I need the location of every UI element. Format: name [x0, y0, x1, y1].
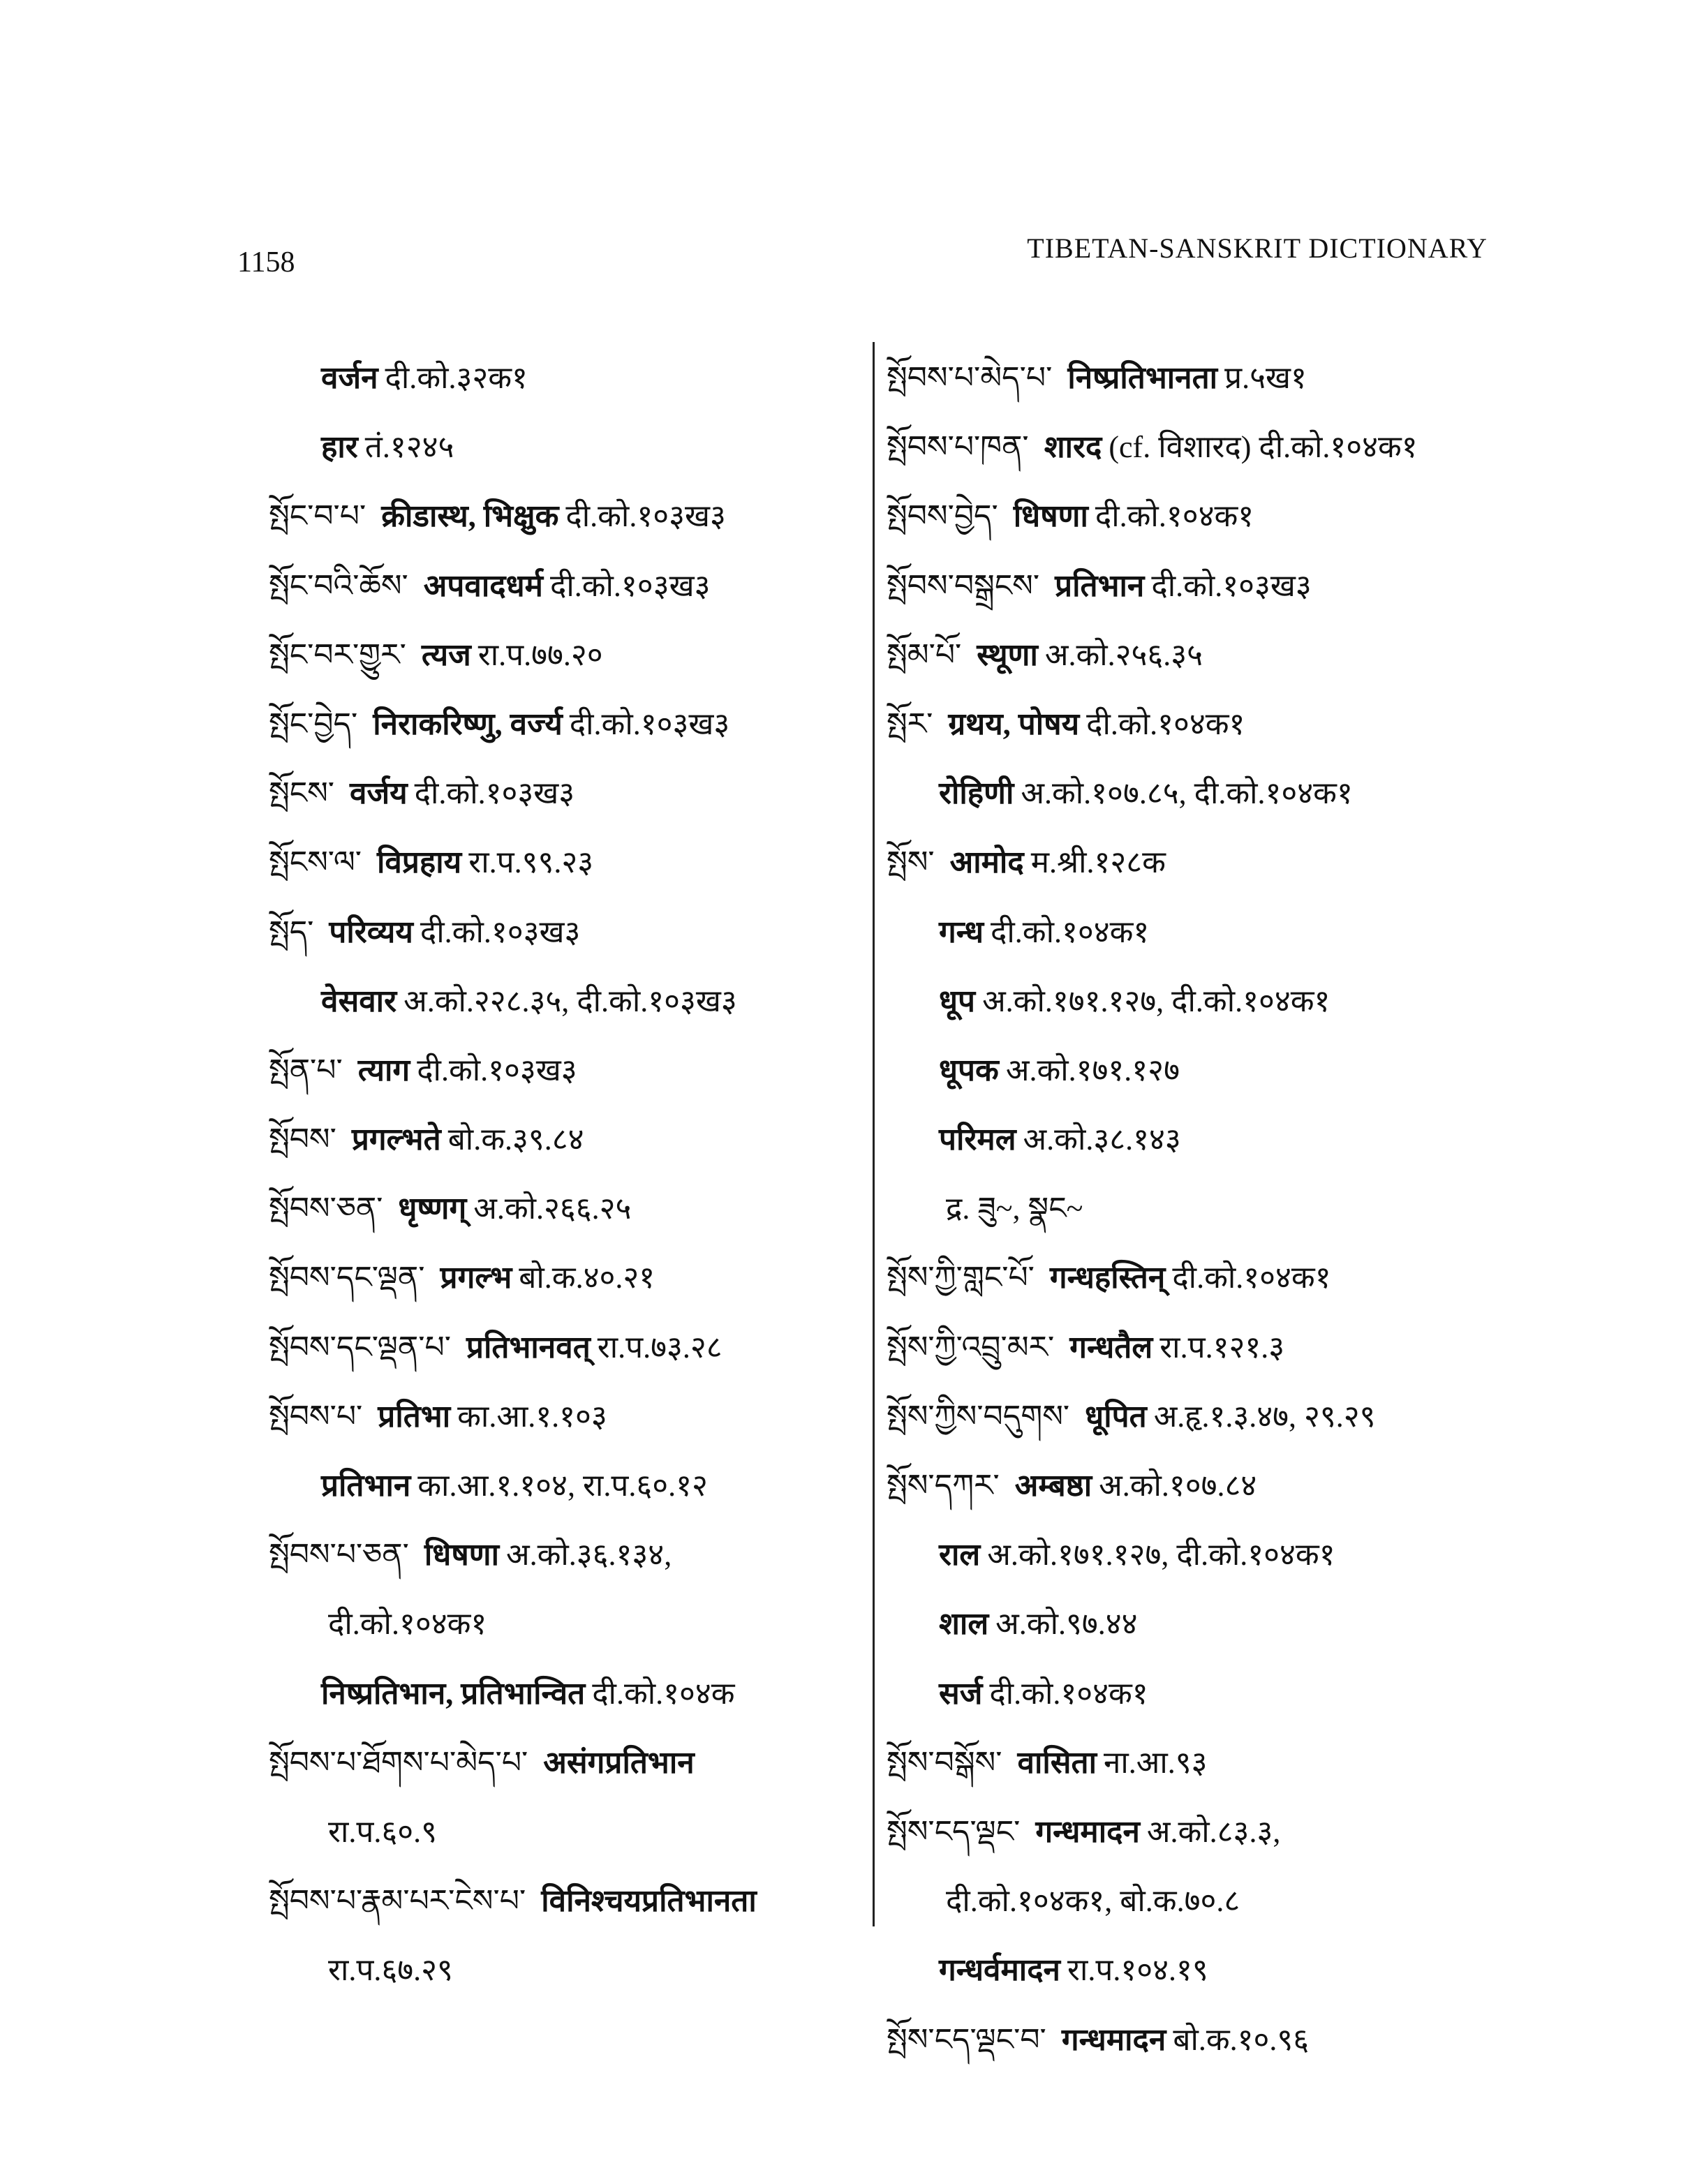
- source-reference: बो.क.३९.८४: [447, 1122, 584, 1157]
- source-reference: द्र. ཟུ~, སྣང~: [946, 1191, 1083, 1226]
- dictionary-entry: [887, 1866, 1515, 1936]
- source-reference: अ.को.२२८.३५, दी.को.१०३ख३: [403, 983, 737, 1018]
- source-reference: दी.को.१०४क१: [1086, 706, 1245, 741]
- sanskrit-equivalent: गन्धतैल: [1069, 1330, 1153, 1365]
- source-reference: अ.को.१७१.१२७: [1005, 1053, 1180, 1087]
- tibetan-headword: སྤོས་ཀྱི་འབྲུ་མར་: [887, 1329, 1055, 1365]
- source-reference: दी.को.१०४क१: [328, 1607, 487, 1642]
- source-reference: अ.को.९७.४४: [995, 1607, 1138, 1642]
- tibetan-headword: སྤོམ་པོ་: [887, 637, 962, 673]
- source-reference: तं.१२४५: [364, 430, 454, 465]
- sanskrit-equivalent: स्थूणा: [977, 637, 1038, 672]
- dictionary-entry: [269, 1589, 876, 1658]
- tibetan-headword: སྤོས་ཀྱི་གླང་པོ་: [887, 1260, 1035, 1296]
- tibetan-headword: སྤོབས་པ་རྣམ་པར་ངེས་པ་: [269, 1883, 526, 1919]
- dictionary-entry: [887, 1659, 1515, 1728]
- dictionary-entry: [887, 1105, 1515, 1174]
- dictionary-entry: [887, 690, 1515, 759]
- dictionary-entry: [887, 1728, 1515, 1797]
- dictionary-entry: [269, 1520, 876, 1589]
- source-reference: का.आ.१.१०३: [457, 1399, 607, 1434]
- source-reference: अ.को.२६६.२५: [473, 1191, 632, 1226]
- tibetan-headword: སྤོབས་པ་ཐོགས་པ་མེད་པ་: [269, 1744, 528, 1781]
- dictionary-entry: [887, 482, 1515, 551]
- dictionary-entry: [887, 1797, 1515, 1866]
- sanskrit-equivalent: धूपित: [1085, 1399, 1147, 1434]
- source-reference: दी.को.१०४क१: [989, 1676, 1148, 1711]
- source-reference: दी.को.१०४क: [592, 1676, 735, 1711]
- sanskrit-equivalent: प्रतिभानवत्: [466, 1330, 591, 1365]
- sanskrit-equivalent: धृष्णग्: [398, 1191, 467, 1226]
- tibetan-headword: སྤོང་བའི་ཆོས་: [269, 567, 408, 604]
- dictionary-entry: [887, 1589, 1515, 1658]
- tibetan-headword: སྤོང་བྱེད་: [269, 706, 358, 742]
- dictionary-entry: [887, 1036, 1515, 1105]
- sanskrit-equivalent: त्यज: [421, 637, 471, 672]
- sanskrit-equivalent: निष्प्रतिभान, प्रतिभान्वित: [321, 1676, 586, 1711]
- tibetan-headword: སྤོབས་བསྒྲངས་: [887, 567, 1040, 604]
- sanskrit-equivalent: राल: [939, 1538, 981, 1573]
- tibetan-headword: སྤོངས་ལ་: [269, 845, 362, 881]
- sanskrit-equivalent: प्रतिभा: [378, 1399, 451, 1434]
- tibetan-headword: སྤོས་ཀྱིས་བདུགས་: [887, 1398, 1070, 1434]
- tibetan-headword: སྤོན་པ་: [269, 1052, 343, 1088]
- dictionary-entry: [269, 482, 876, 551]
- source-reference: रा.प.७७.२०: [477, 637, 603, 672]
- dictionary-entry: [269, 898, 876, 967]
- sanskrit-equivalent: धिषणा: [424, 1538, 499, 1573]
- source-reference: बो.क.१०.९६: [1173, 2022, 1310, 2057]
- source-reference: दी.को.१०३ख३: [569, 706, 730, 741]
- dictionary-entry: [887, 1520, 1515, 1589]
- sanskrit-equivalent: निष्प्रतिभानता: [1067, 361, 1218, 395]
- source-reference: अ.को.१७१.१२७, दी.को.१०४क१: [987, 1538, 1335, 1573]
- source-reference: दी.को.१०३ख३: [549, 568, 711, 603]
- tibetan-headword: སྤོར་: [887, 706, 933, 742]
- dictionary-entry: [269, 1728, 876, 1797]
- source-reference: दी.को.३२क१: [385, 361, 528, 395]
- tibetan-headword: སྤོབས་པ་: [269, 1398, 363, 1434]
- running-title: TIBETAN-SANSKRIT DICTIONARY: [1027, 232, 1488, 264]
- source-reference: दी.को.१०४क१: [1172, 1261, 1331, 1295]
- dictionary-entry: [887, 1243, 1515, 1312]
- source-reference: दी.को.१०३ख३: [565, 499, 726, 534]
- source-reference: ना.आ.९३: [1103, 1745, 1208, 1780]
- dictionary-entry: [269, 1451, 876, 1520]
- dictionary-entry: [269, 1174, 876, 1243]
- dictionary-entry: [269, 343, 876, 413]
- source-reference: अ.को.८३.३,: [1146, 1814, 1281, 1849]
- sanskrit-equivalent: रोहिणी: [939, 776, 1014, 811]
- source-reference: अ.को.३६.१३४,: [505, 1538, 672, 1573]
- dictionary-entry: [887, 1451, 1515, 1520]
- dictionary-entry: [887, 1313, 1515, 1382]
- dictionary-entry: [269, 551, 876, 621]
- source-reference: अ.को.३८.१४३: [1023, 1122, 1181, 1157]
- dictionary-entry: [887, 828, 1515, 897]
- tibetan-headword: སྤོབས་པ་མེད་པ་: [887, 360, 1053, 396]
- source-reference: दी.को.१०३ख३: [417, 1053, 577, 1087]
- sanskrit-equivalent: परिमल: [939, 1122, 1016, 1157]
- dictionary-entry: [887, 1382, 1515, 1451]
- tibetan-headword: སྤོབས་དང་ལྡན་པ་: [269, 1329, 451, 1365]
- sanskrit-equivalent: क्रीडास्थ, भिक्षुक: [381, 499, 559, 534]
- dictionary-entry: [269, 759, 876, 828]
- tibetan-headword: སྤོབས་ཅན་: [269, 1191, 383, 1227]
- source-reference: दी.को.१०३ख३: [414, 776, 575, 811]
- source-reference: रा.प.१२१.३: [1159, 1330, 1285, 1365]
- sanskrit-equivalent: गन्धर्वमादन: [939, 1953, 1060, 1988]
- sanskrit-equivalent: गन्धमादन: [1061, 2022, 1166, 2057]
- source-reference: दी.को.१०४क१: [991, 914, 1150, 949]
- tibetan-headword: སྤོབས་དང་ལྡན་: [269, 1260, 425, 1296]
- source-reference: दी.को.१०४क१: [1095, 499, 1254, 534]
- sanskrit-equivalent: शाल: [939, 1607, 989, 1642]
- sanskrit-equivalent: गन्ध: [939, 914, 984, 949]
- dictionary-entry: [887, 343, 1515, 413]
- sanskrit-equivalent: शारद: [1044, 430, 1102, 465]
- source-reference: रा.प.६७.२९: [328, 1953, 453, 1988]
- sanskrit-equivalent: वर्जय: [350, 776, 408, 811]
- dictionary-entry: [269, 1036, 876, 1105]
- source-reference: बो.क.४०.२१: [519, 1261, 655, 1295]
- tibetan-headword: སྤོབས་: [269, 1122, 336, 1158]
- sanskrit-equivalent: आमोद: [949, 845, 1024, 880]
- source-reference: (cf. विशारद) दी.को.१०४क१: [1109, 430, 1418, 465]
- source-reference: अ.को.१०७.८४: [1099, 1469, 1257, 1503]
- sanskrit-equivalent: अम्बष्ठा: [1014, 1469, 1092, 1503]
- tibetan-headword: སྤོད་: [269, 914, 314, 950]
- source-reference: रा.प.६०.९: [328, 1814, 438, 1849]
- tibetan-headword: སྤོས་: [887, 845, 935, 881]
- tibetan-headword: སྤོང་བ་པ་: [269, 498, 366, 535]
- dictionary-entry: [269, 1659, 876, 1728]
- tibetan-headword: སྤོས་དཀར་: [887, 1468, 1000, 1503]
- sanskrit-equivalent: धूपक: [939, 1053, 999, 1087]
- dictionary-entry: [887, 413, 1515, 482]
- dictionary-entry: [269, 1243, 876, 1312]
- column-divider: [873, 342, 875, 1926]
- dictionary-entry: [887, 898, 1515, 967]
- source-reference: दी.को.१०३ख३: [420, 914, 581, 949]
- tibetan-headword: སྤོས་ངད་ལྡང་བ་: [887, 2021, 1046, 2058]
- dictionary-entry: [269, 1797, 876, 1866]
- sanskrit-equivalent: त्याग: [357, 1053, 410, 1087]
- tibetan-headword: སྤོབས་པ་ཁན་: [887, 429, 1029, 466]
- tibetan-headword: སྤོས་བསྒོས་: [887, 1744, 1002, 1781]
- sanskrit-equivalent: वेसवार: [321, 983, 397, 1018]
- dictionary-entry: [269, 967, 876, 1036]
- source-reference: का.आ.१.१०४, रा.प.६०.१२: [417, 1469, 708, 1503]
- sanskrit-equivalent: गन्धहस्तिन्: [1049, 1261, 1166, 1295]
- sanskrit-equivalent: वर्जन: [321, 361, 378, 395]
- sanskrit-equivalent: प्रगल्भ: [440, 1261, 512, 1295]
- sanskrit-equivalent: विप्रहाय: [377, 845, 462, 880]
- dictionary-entry: [887, 967, 1515, 1036]
- dictionary-entry: [269, 621, 876, 690]
- source-reference: दी.को.१०३ख३: [1151, 568, 1312, 603]
- source-reference: म.श्री.१२८क: [1030, 845, 1166, 880]
- dictionary-entry: [887, 1936, 1515, 2005]
- dictionary-entry: [887, 551, 1515, 621]
- dictionary-entry: [887, 759, 1515, 828]
- sanskrit-equivalent: प्रगल्भते: [351, 1122, 441, 1157]
- tibetan-headword: སྤོངས་: [269, 775, 335, 812]
- source-reference: रा.प.९९.२३: [468, 845, 594, 880]
- source-reference: अ.को.२५६.३५: [1044, 637, 1203, 672]
- dictionary-entry: [269, 1105, 876, 1174]
- source-reference: दी.को.१०४क१, बो.क.७०.८: [946, 1884, 1240, 1919]
- source-reference: रा.प.१०४.१९: [1067, 1953, 1208, 1988]
- source-reference: अ.को.१७१.१२७, दी.को.१०४क१: [982, 983, 1330, 1018]
- sanskrit-equivalent: प्रतिभान: [321, 1469, 411, 1503]
- sanskrit-equivalent: धूप: [939, 983, 976, 1018]
- sanskrit-equivalent: धिषणा: [1013, 499, 1088, 534]
- sanskrit-equivalent: सर्ज: [939, 1676, 983, 1711]
- page-number: 1158: [237, 246, 295, 278]
- dictionary-entry: [269, 828, 876, 897]
- right-column: [887, 343, 1515, 2074]
- sanskrit-equivalent: विनिश्चयप्रतिभानता: [541, 1884, 757, 1919]
- source-reference: अ.हृ.१.३.४७, २९.२९: [1153, 1399, 1376, 1434]
- dictionary-entry: [887, 1174, 1515, 1243]
- sanskrit-equivalent: हार: [321, 430, 358, 465]
- tibetan-headword: སྤོང་བར་གྱུར་: [269, 637, 406, 673]
- sanskrit-equivalent: निराकरिष्णु, वर्ज्य: [373, 706, 563, 741]
- dictionary-entry: [269, 1313, 876, 1382]
- sanskrit-equivalent: अपवादधर्म: [423, 568, 543, 603]
- dictionary-entry: [269, 1866, 876, 1936]
- tibetan-headword: སྤོབས་པ་ཅན་: [269, 1537, 409, 1573]
- dictionary-entry: [269, 690, 876, 759]
- source-reference: अ.को.१०७.८५, दी.को.१०४क१: [1021, 776, 1353, 811]
- tibetan-headword: སྤོབས་བྱེད་: [887, 498, 998, 535]
- left-column: [269, 343, 876, 2005]
- sanskrit-equivalent: प्रतिभान: [1055, 568, 1145, 603]
- dictionary-entry: [887, 621, 1515, 690]
- sanskrit-equivalent: वासिता: [1017, 1745, 1097, 1780]
- source-reference: प्र.५ख१: [1224, 361, 1307, 395]
- sanskrit-equivalent: असंगप्रतिभान: [543, 1745, 695, 1780]
- sanskrit-equivalent: परिव्यय: [329, 914, 413, 949]
- dictionary-entry: [269, 1382, 876, 1451]
- dictionary-entry: [269, 1936, 876, 2005]
- source-reference: रा.प.७३.२८: [597, 1330, 722, 1365]
- tibetan-headword: སྤོས་ངད་ལྡང་: [887, 1813, 1021, 1850]
- sanskrit-equivalent: ग्रथय, पोषय: [948, 706, 1080, 741]
- dictionary-entry: [269, 413, 876, 482]
- sanskrit-equivalent: गन्धमादन: [1035, 1814, 1140, 1849]
- dictionary-entry: [887, 2005, 1515, 2074]
